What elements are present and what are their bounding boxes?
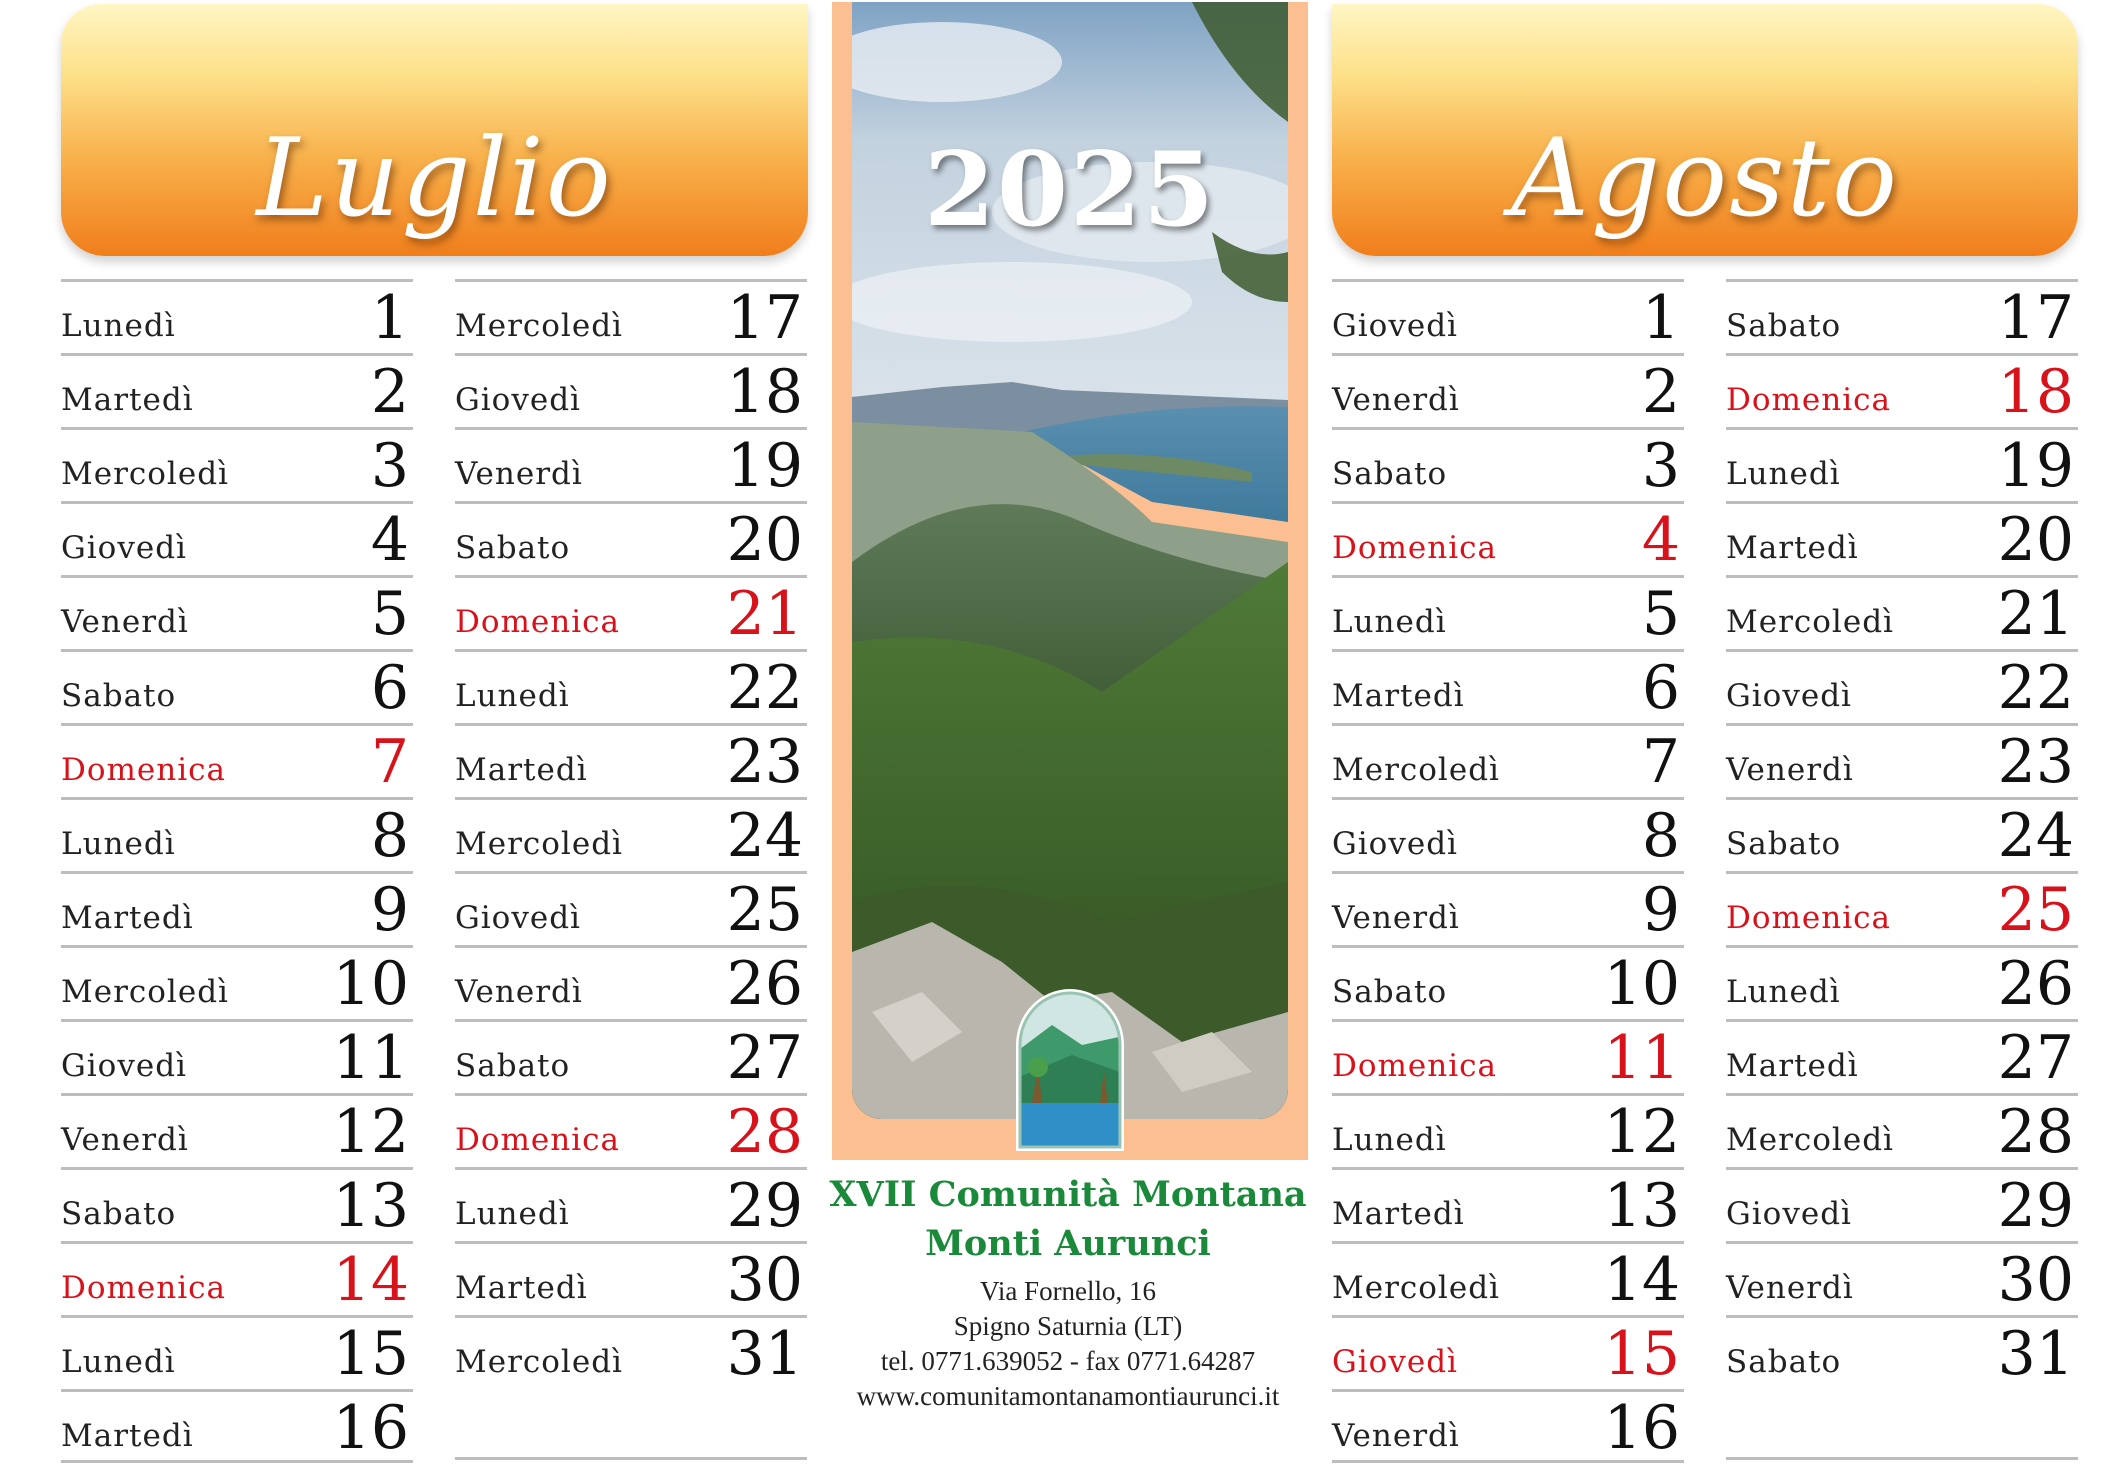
day-row [1332,797,1684,871]
day-row [1726,945,2078,1019]
day-name: Lunedì [61,1344,176,1380]
day-number: 6 [1641,653,1680,723]
day-name: Domenica [455,1122,620,1158]
day-row [1726,723,2078,797]
day-number: 19 [726,431,803,501]
day-number: 7 [1641,727,1680,797]
day-number: 1 [1641,283,1680,353]
day-name: Lunedì [455,1196,570,1232]
day-number: 5 [370,579,409,649]
day-name: Lunedì [1332,1122,1447,1158]
day-number: 29 [1997,1171,2074,1241]
day-number: 11 [1603,1023,1680,1093]
day-number: 8 [370,801,409,871]
day-name: Sabato [61,678,177,714]
day-number: 26 [1997,949,2074,1019]
day-number: 14 [332,1245,409,1315]
day-row [1726,1167,2078,1241]
day-name: Domenica [1332,530,1497,566]
day-name: Mercoledì [61,974,229,1010]
day-number: 24 [726,801,803,871]
day-row [1726,1019,2078,1093]
day-row [455,871,807,945]
day-row [61,353,413,427]
day-column-agosto-1 [1332,279,1684,1466]
day-row [455,1315,807,1389]
day-number: 22 [726,653,803,723]
day-number: 30 [726,1245,803,1315]
day-row [455,575,807,649]
day-name: Lunedì [61,826,176,862]
day-name: Martedì [1726,530,1859,566]
day-name: Giovedì [1726,678,1852,714]
day-name: Giovedì [1726,1196,1852,1232]
day-name: Mercoledì [455,308,623,344]
day-name: Giovedì [455,382,581,418]
day-name: Sabato [1726,308,1842,344]
day-row [1332,1315,1684,1389]
day-row [61,575,413,649]
day-number: 12 [332,1097,409,1167]
day-row [1332,353,1684,427]
day-column-agosto-2 [1726,279,2078,1463]
day-number: 9 [1641,875,1680,945]
day-number: 29 [726,1171,803,1241]
day-row [1726,353,2078,427]
day-row [61,945,413,1019]
day-name: Venerdì [455,456,583,492]
day-name: Domenica [1726,382,1891,418]
day-number: 13 [332,1171,409,1241]
day-name: Sabato [61,1196,177,1232]
day-name: Venerdì [1332,382,1460,418]
day-name: Domenica [1332,1048,1497,1084]
day-name: Martedì [1332,1196,1465,1232]
day-row [61,723,413,797]
month-title: Agosto [1511,116,1899,241]
day-row [1726,1093,2078,1167]
day-number: 12 [1603,1097,1680,1167]
day-number: 9 [370,875,409,945]
day-row [1726,575,2078,649]
day-name: Giovedì [1332,1344,1458,1380]
day-row [61,1167,413,1241]
day-number: 27 [726,1023,803,1093]
day-row [1726,1315,2078,1389]
day-number: 28 [1997,1097,2074,1167]
month-banner-agosto [1332,4,2078,256]
year-label: 2025 [924,130,1216,250]
day-row [455,649,807,723]
day-name: Giovedì [455,900,581,936]
day-name: Mercoledì [455,826,623,862]
day-name: Domenica [61,1270,226,1306]
day-number: 16 [1603,1393,1680,1463]
day-row [61,649,413,723]
day-number: 17 [726,283,803,353]
day-name: Sabato [455,1048,571,1084]
day-name: Lunedì [1332,604,1447,640]
day-name: Giovedì [1332,826,1458,862]
day-number: 1 [370,283,409,353]
month-banner-luglio [61,4,808,256]
day-name: Domenica [61,752,226,788]
day-row [1726,649,2078,723]
day-name: Domenica [455,604,620,640]
day-number: 26 [726,949,803,1019]
day-number: 8 [1641,801,1680,871]
day-name: Mercoledì [1332,752,1500,788]
day-row [455,501,807,575]
day-row [1332,1019,1684,1093]
org-name-line1: XVII Comunità Montana [829,1174,1307,1215]
day-name: Venerdì [1332,900,1460,936]
day-number: 4 [1641,505,1680,575]
day-number: 22 [1997,653,2074,723]
day-row [1332,871,1684,945]
day-name: Lunedì [1726,456,1841,492]
day-number: 4 [370,505,409,575]
day-name: Lunedì [61,308,176,344]
day-row [61,1019,413,1093]
day-row [1332,1389,1684,1463]
day-name: Sabato [1726,826,1842,862]
day-number: 28 [726,1097,803,1167]
day-number: 15 [1603,1319,1680,1389]
day-name: Mercoledì [1332,1270,1500,1306]
day-row [455,1241,807,1315]
day-column-luglio-2 [455,279,807,1463]
day-number: 2 [1641,357,1680,427]
day-name: Venerdì [1726,752,1854,788]
day-row [455,1093,807,1167]
day-number: 21 [1997,579,2074,649]
day-row [1726,427,2078,501]
day-row [61,501,413,575]
day-number: 31 [726,1319,803,1389]
day-row [1332,649,1684,723]
day-number: 10 [332,949,409,1019]
day-row [455,1019,807,1093]
day-name: Martedì [1726,1048,1859,1084]
day-row [455,427,807,501]
day-name: Mercoledì [1726,604,1894,640]
day-name: Venerdì [1332,1418,1460,1454]
day-row [455,353,807,427]
day-name: Mercoledì [1726,1122,1894,1158]
day-number: 17 [1997,283,2074,353]
day-row [1332,945,1684,1019]
day-name: Venerdì [61,604,189,640]
day-name: Mercoledì [61,456,229,492]
community-logo-icon [1012,985,1128,1155]
day-number: 20 [1997,505,2074,575]
day-number: 13 [1603,1171,1680,1241]
day-number: 30 [1997,1245,2074,1315]
org-website[interactable]: www.comunitamontanamontiaurunci.it [856,1381,1280,1411]
day-row [61,1389,413,1463]
day-name: Sabato [1332,456,1448,492]
day-row [1332,1167,1684,1241]
empty-row [455,1389,807,1460]
day-row [455,797,807,871]
day-row [1332,575,1684,649]
day-row [1332,1093,1684,1167]
day-number: 11 [332,1023,409,1093]
day-number: 24 [1997,801,2074,871]
day-row [1332,501,1684,575]
day-row [455,1167,807,1241]
day-row [61,871,413,945]
day-name: Venerdì [455,974,583,1010]
day-row [1332,1241,1684,1315]
day-row [61,1093,413,1167]
month-title: Luglio [256,116,613,241]
mountain-landscape-photo [852,2,1288,1119]
day-number: 6 [370,653,409,723]
day-row [455,945,807,1019]
day-row [1332,427,1684,501]
day-number: 23 [726,727,803,797]
day-row [61,279,413,353]
day-row [455,279,807,353]
day-name: Martedì [61,382,194,418]
day-row [1726,501,2078,575]
day-row [61,427,413,501]
day-name: Sabato [1332,974,1448,1010]
day-name: Mercoledì [455,1344,623,1380]
day-name: Martedì [455,1270,588,1306]
day-number: 18 [726,357,803,427]
day-number: 18 [1997,357,2074,427]
day-number: 10 [1603,949,1680,1019]
day-name: Martedì [1332,678,1465,714]
day-number: 19 [1997,431,2074,501]
day-row [61,1241,413,1315]
day-name: Sabato [455,530,571,566]
day-number: 2 [370,357,409,427]
day-number: 21 [726,579,803,649]
day-name: Giovedì [61,1048,187,1084]
day-number: 15 [332,1319,409,1389]
day-name: Lunedì [455,678,570,714]
day-row [1726,1241,2078,1315]
day-number: 23 [1997,727,2074,797]
day-column-luglio-1 [61,279,413,1466]
day-row [1332,723,1684,797]
day-number: 5 [1641,579,1680,649]
day-number: 3 [1641,431,1680,501]
day-name: Martedì [61,1418,194,1454]
day-number: 3 [370,431,409,501]
day-number: 14 [1603,1245,1680,1315]
day-number: 16 [332,1393,409,1463]
day-number: 20 [726,505,803,575]
org-phone: tel. 0771.639052 - fax 0771.64287 [880,1346,1256,1376]
day-name: Lunedì [1726,974,1841,1010]
empty-row [1726,1389,2078,1460]
organization-info [828,1170,1308,1414]
day-row [61,1315,413,1389]
day-number: 25 [726,875,803,945]
day-row [1726,279,2078,353]
day-row [1332,279,1684,353]
day-name: Venerdì [1726,1270,1854,1306]
day-number: 7 [370,727,409,797]
day-number: 31 [1997,1319,2074,1389]
day-name: Martedì [455,752,588,788]
day-row [455,723,807,797]
day-number: 25 [1997,875,2074,945]
org-city: Spigno Saturnia (LT) [953,1311,1183,1341]
day-name: Venerdì [61,1122,189,1158]
day-row [1726,797,2078,871]
day-name: Domenica [1726,900,1891,936]
day-row [1726,871,2078,945]
day-name: Martedì [61,900,194,936]
day-name: Sabato [1726,1344,1842,1380]
org-address: Via Fornello, 16 [979,1276,1157,1306]
day-row [61,797,413,871]
day-name: Giovedì [1332,308,1458,344]
day-number: 27 [1997,1023,2074,1093]
org-name-line2: Monti Aurunci [925,1223,1211,1264]
day-name: Giovedì [61,530,187,566]
